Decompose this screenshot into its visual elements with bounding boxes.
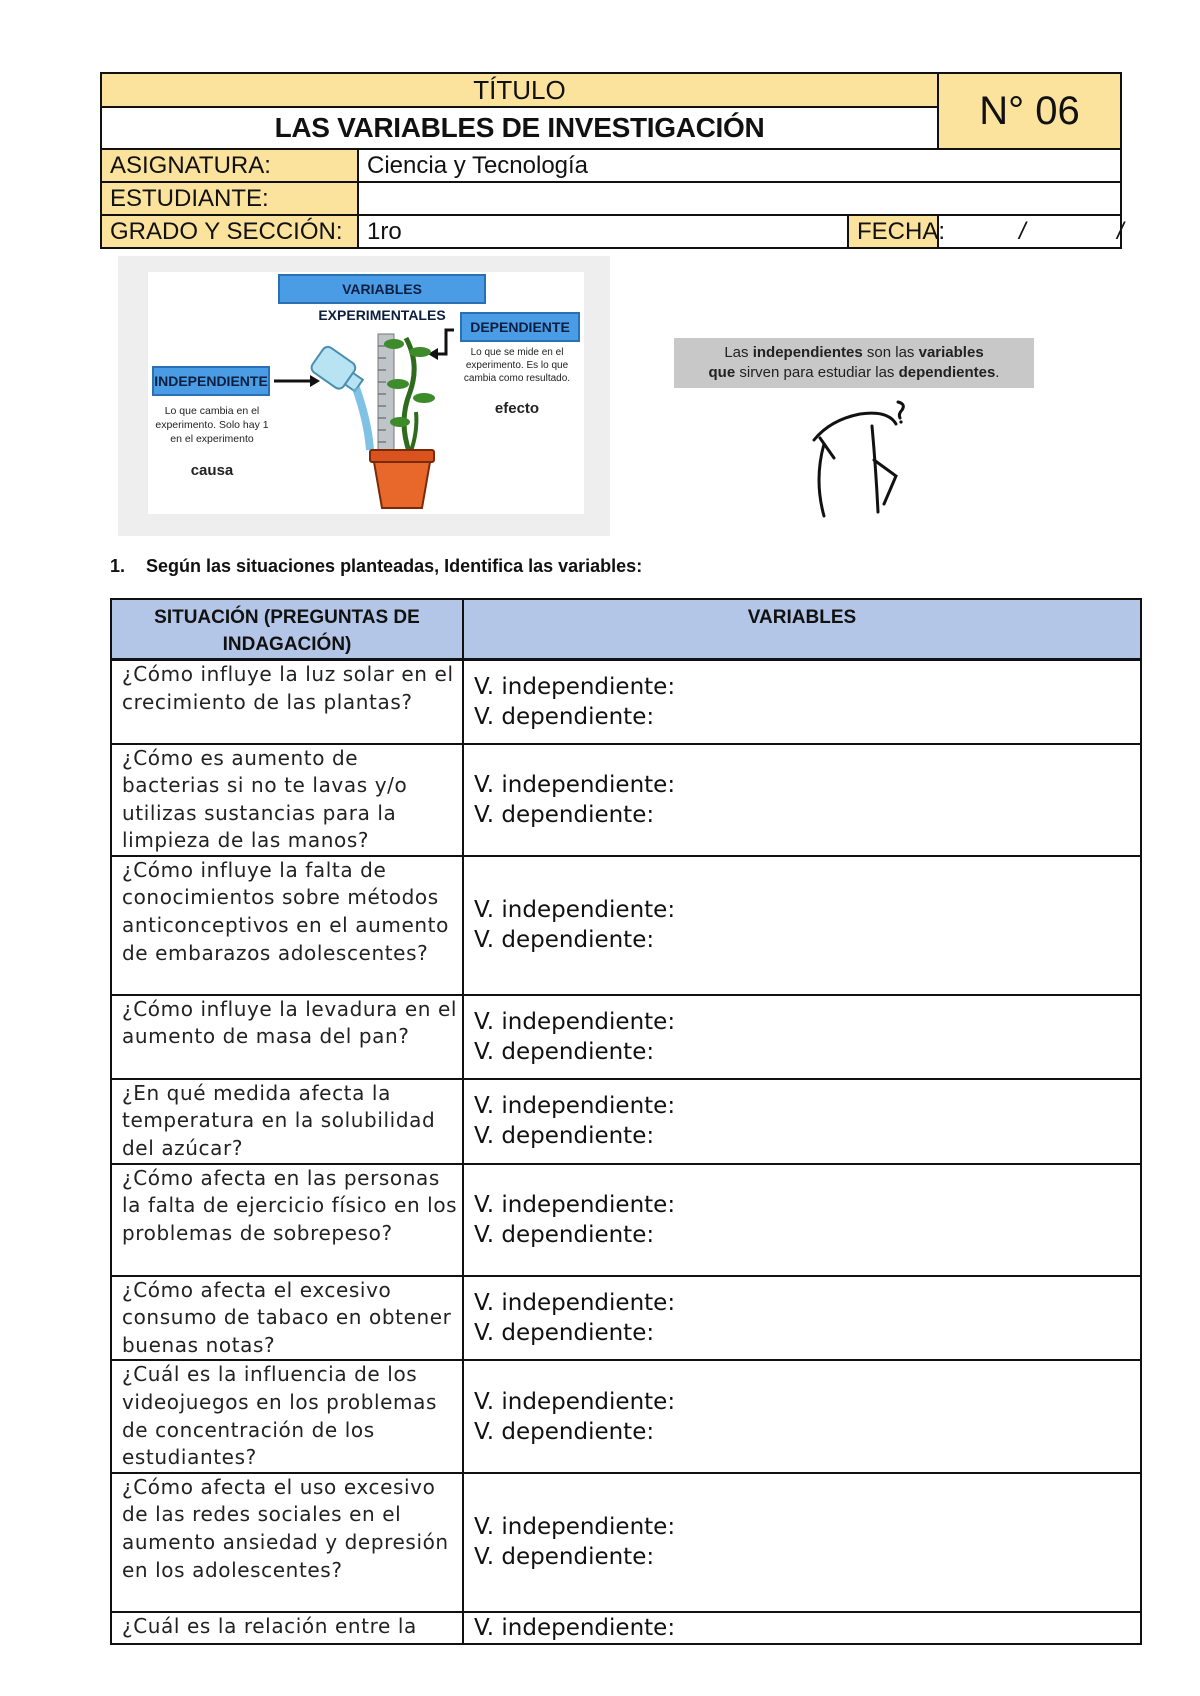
independent-label: V. independiente: [474, 1388, 676, 1415]
table-row [111, 995, 1141, 1079]
situation-cell: ¿Cómo influye la falta de conocimientos sobre métodos anticonceptivos en el aumento de embarazos adolescentes? [111, 856, 463, 995]
sketch-doodle [800, 400, 920, 520]
note-emphasis: independientes [752, 344, 863, 361]
question-text: Según las situaciones planteadas, Identifica las variables: [146, 556, 643, 576]
dependent-label: V. dependiente: [474, 1544, 655, 1571]
variables-cell[interactable] [463, 856, 1141, 995]
situation-cell: ¿Cómo afecta el excesivo consumo de tabaco en obtener buenas notas? [111, 1276, 463, 1361]
note-emphasis: dependientes [898, 364, 996, 381]
independent-label: V. independiente: [474, 771, 676, 798]
student-label: ESTUDIANTE: [101, 182, 358, 215]
table-row [111, 1164, 1141, 1276]
dependent-tag: DEPENDIENTE [460, 312, 580, 342]
subject-label: ASIGNATURA: [101, 149, 358, 182]
grade-value[interactable]: 1ro [358, 215, 848, 248]
table-row [111, 1360, 1141, 1472]
independent-word: causa [190, 462, 234, 479]
independent-label: V. independiente: [474, 1008, 676, 1035]
table-row [111, 856, 1141, 995]
note-box [674, 338, 1034, 388]
header-table [100, 72, 1122, 249]
situation-cell: ¿Cómo afecta el uso excesivo de las redes sociales en el aumento ansiedad y depresión en los adolescentes? [111, 1473, 463, 1612]
infographic-title: VARIABLES EXPERIMENTALES [278, 274, 486, 304]
note-text: son las [862, 344, 919, 361]
variables-cell[interactable] [463, 1612, 1141, 1644]
note-line-2 [674, 363, 1034, 383]
variables-cell[interactable] [463, 1276, 1141, 1361]
note-text: sirven para estudiar las [735, 364, 899, 381]
note-emphasis: que [708, 364, 736, 381]
independent-label: V. independiente: [474, 1614, 676, 1641]
table-row [111, 1079, 1141, 1164]
dependent-word: efecto [494, 400, 540, 417]
dependent-label: V. dependiente: [474, 1221, 655, 1248]
variables-cell[interactable] [463, 1360, 1141, 1472]
dependent-label: V. dependiente: [474, 801, 655, 828]
column-header-situation: SITUACIÓN (PREGUNTAS DE INDAGACIÓN) [111, 599, 463, 660]
table-row [111, 1612, 1141, 1644]
page-title: LAS VARIABLES DE INVESTIGACIÓN [101, 107, 938, 149]
dependent-label: V. dependiente: [474, 927, 655, 954]
variables-cell[interactable] [463, 744, 1141, 856]
independent-label: V. independiente: [474, 1093, 676, 1120]
independent-description: Lo que cambia en el experimento. Solo hay 1 en el experimento [155, 405, 269, 445]
independent-label: V. independiente: [474, 1290, 676, 1317]
variables-table [110, 598, 1142, 1645]
note-text: Las [724, 344, 753, 361]
variables-infographic [118, 256, 610, 536]
table-row [111, 660, 1141, 744]
variables-cell[interactable] [463, 995, 1141, 1079]
situation-cell: ¿Cómo es aumento de bacterias si no te lavas y/o utilizas sustancias para la limpieza de las manos? [111, 744, 463, 856]
situation-cell: ¿Cómo influye la levadura en el aumento de masa del pan? [111, 995, 463, 1079]
note-text: . [995, 364, 1000, 381]
dependent-label: V. dependiente: [474, 703, 655, 730]
variables-cell[interactable] [463, 1473, 1141, 1612]
dependent-label: V. dependiente: [474, 1123, 655, 1150]
independent-label: V. independiente: [474, 1191, 676, 1218]
situation-cell: ¿En qué medida afecta la temperatura en la solubilidad del azúcar? [111, 1079, 463, 1164]
situation-cell: ¿Cómo influye la luz solar en el crecimiento de las plantas? [111, 660, 463, 744]
question-heading [110, 556, 642, 577]
title-caption: TÍTULO [101, 73, 938, 107]
dependent-label: V. dependiente: [474, 1320, 655, 1347]
question-number: 1. [110, 556, 126, 576]
column-header-variables: VARIABLES [463, 599, 1141, 660]
variables-cell[interactable] [463, 1079, 1141, 1164]
grade-label: GRADO Y SECCIÓN: [101, 215, 358, 248]
student-field[interactable] [358, 182, 1121, 215]
variables-cell[interactable] [463, 660, 1141, 744]
dependent-description: Lo que se mide en el experimento. Es lo que cambia como resultado. [463, 347, 571, 384]
date-separator: / [1117, 218, 1124, 245]
situation-cell: ¿Cómo afecta en las personas la falta de ejercicio físico en los problemas de sobrepeso? [111, 1164, 463, 1276]
date-separator: / [1019, 218, 1026, 245]
independent-label: V. independiente: [474, 1514, 676, 1541]
situation-cell: ¿Cuál es la relación entre la [111, 1612, 463, 1644]
note-emphasis: variables [918, 344, 984, 361]
date-label: FECHA: [848, 215, 938, 248]
independent-label: V. independiente: [474, 673, 676, 700]
situation-cell: ¿Cuál es la influencia de los videojuegos en los problemas de concentración de los estudiantes? [111, 1360, 463, 1472]
table-row [111, 1276, 1141, 1361]
dependent-label: V. dependiente: [474, 1038, 655, 1065]
note-line-1 [674, 343, 1034, 363]
independent-tag: INDEPENDIENTE [152, 366, 270, 396]
infographic-panel [148, 272, 584, 514]
date-field[interactable] [938, 215, 1124, 248]
worksheet-number: N° 06 [938, 73, 1121, 149]
table-row [111, 744, 1141, 856]
variables-cell[interactable] [463, 1164, 1141, 1276]
dependent-label: V. dependiente: [474, 1418, 655, 1445]
table-row [111, 1473, 1141, 1612]
independent-label: V. independiente: [474, 897, 676, 924]
subject-value[interactable]: Ciencia y Tecnología [358, 149, 1121, 182]
